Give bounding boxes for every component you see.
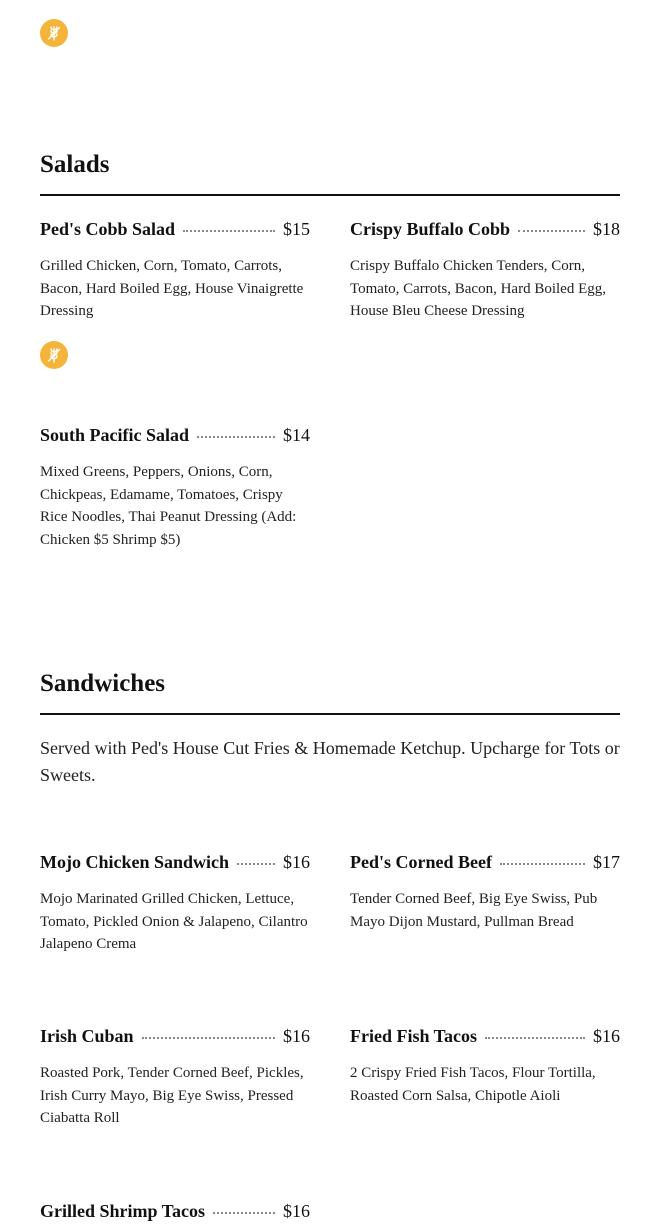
menu-item-description: Roasted Pork, Tender Corned Beef, Pickles, Irish Curry Mayo, Big Eye Swiss, Pressed Ciabatta Roll: [40, 1065, 304, 1127]
dot-leader: [197, 436, 275, 438]
menu-item-price: $18: [593, 219, 620, 239]
section-divider: [40, 194, 620, 196]
menu-item-description: Grilled Chicken, Corn, Tomato, Carrots, Bacon, Hard Boiled Egg, House Vinaigrette Dressing: [40, 258, 304, 320]
menu-item-description: Tender Corned Beef, Big Eye Swiss, Pub Mayo Dijon Mustard, Pullman Bread: [350, 891, 598, 930]
menu-item-grilled-shrimp-tacos: [40, 1201, 310, 1223]
menu-item-south-pacific-salad: [40, 425, 310, 551]
menu-item-name: Mojo Chicken Sandwich: [40, 852, 230, 872]
menu-item-fried-fish-tacos: [350, 1026, 620, 1107]
section-title-salads: Salads: [40, 151, 110, 178]
menu-item-description: 2 Crispy Fried Fish Tacos, Flour Tortilla, Roasted Corn Salsa, Chipotle Aioli: [350, 1065, 596, 1104]
section-divider: [40, 713, 620, 715]
menu-item-name: Grilled Shrimp Tacos: [40, 1201, 206, 1221]
section-note: Served with Ped's House Cut Fries & Homemade Ketchup. Upcharge for Tots or Sweets.: [40, 738, 620, 785]
menu-item-description: Mixed Greens, Peppers, Onions, Corn, Chickpeas, Edamame, Tomatoes, Crispy Rice Noodles, Thai Peanut Dressing (Add: Chicken $5 Shrimp $5): [40, 464, 297, 548]
menu-item-price: $16: [283, 1201, 310, 1221]
menu-item-price: $17: [593, 852, 620, 872]
menu-item-name: Irish Cuban: [40, 1026, 134, 1046]
menu-item-name: Ped's Cobb Salad: [40, 219, 176, 239]
menu-item-name: Crispy Buffalo Cobb: [350, 219, 511, 239]
menu-item-price: $16: [283, 852, 310, 872]
dot-leader: [142, 1037, 275, 1039]
menu-item-price: $16: [283, 1026, 310, 1046]
menu-item-crispy-buffalo-cobb: [350, 219, 620, 323]
dot-leader: [237, 863, 275, 865]
dot-leader: [485, 1037, 585, 1039]
menu-item-name: Ped's Corned Beef: [350, 852, 492, 872]
dot-leader: [518, 230, 585, 232]
menu-item-peds-corned-beef: [350, 852, 620, 933]
dot-leader: [213, 1212, 275, 1214]
gluten-free-icon: [40, 19, 68, 47]
menu-item-price: $15: [283, 219, 310, 239]
gluten-free-icon: [40, 341, 68, 369]
menu-item-peds-cobb-salad: [40, 219, 310, 323]
menu-item-price: $14: [283, 425, 310, 445]
menu-item-name: Fried Fish Tacos: [350, 1026, 478, 1046]
menu-item-irish-cuban: [40, 1026, 310, 1130]
menu-item-price: $16: [593, 1026, 620, 1046]
section-title-sandwiches: Sandwiches: [40, 670, 166, 697]
menu-item-description: Mojo Marinated Grilled Chicken, Lettuce, Tomato, Pickled Onion & Jalapeno, Cilantro Jalapeno Crema: [40, 891, 308, 953]
dot-leader: [500, 863, 585, 865]
dot-leader: [183, 230, 275, 232]
menu-item-mojo-chicken-sandwich: [40, 852, 310, 956]
menu-item-description: Crispy Buffalo Chicken Tenders, Corn, Tomato, Carrots, Bacon, Hard Boiled Egg, House Bleu Cheese Dressing: [350, 258, 606, 320]
menu-item-name: South Pacific Salad: [40, 425, 190, 445]
